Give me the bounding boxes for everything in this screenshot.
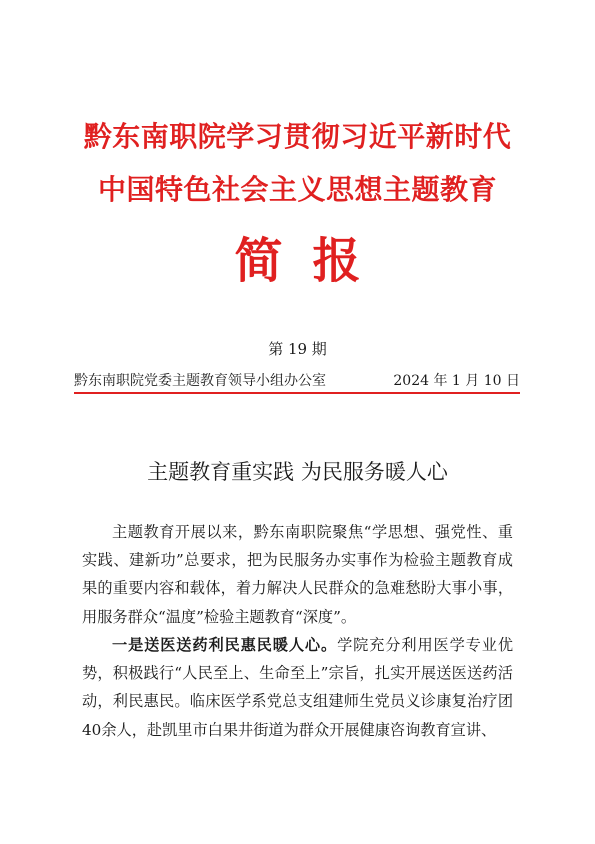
office-row [74,370,520,390]
article-title: 主题教育重实践 为民服务暖人心 [147,460,448,484]
article-paragraph-2 [82,631,513,744]
paragraph-body: 学院充分利用医学专业优势，积极践行“人民至上、生命至上”宗旨，扎实开展送医送药活动，利民惠民。临床医学系党总支组建师生党员义诊康复治疗团40余人，赴凯里市白果井街道为群众开展健康咨询教育宣讲、 [82,636,514,739]
article-paragraph-1: 主题教育开展以来，黔东南职院聚焦“学思想、强党性、重实践、建新功”总要求，把为民服务办实事作为检验主题教育成果的重要内容和载体，着力解决人民群众的急难愁盼大事小事，用服务群众“温度”检验主题教育“深度”。 [82,523,513,626]
header-title-line2: 中国特色社会主义思想主题教育 [97,173,497,206]
red-divider [74,392,520,394]
issue-date: 2024 年 1 月 10 日 [393,373,520,389]
header-title-line1: 黔东南职院学习贯彻习近平新时代 [83,120,512,153]
issuing-office: 黔东南职院党委主题教育领导小组办公室 [74,373,326,389]
paragraph-lead: 一是送医送药利民惠民暖人心。 [112,636,338,654]
issue-number: 第 19 期 [268,340,327,358]
bulletin-title: 简报 [234,233,391,289]
